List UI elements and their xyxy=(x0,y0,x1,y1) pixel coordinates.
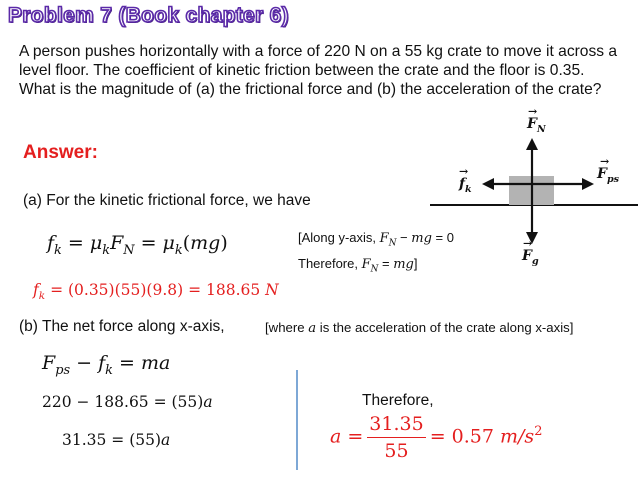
y-axis-note-close: ] xyxy=(413,255,418,271)
part-b-note-var: a xyxy=(308,321,317,336)
acceleration-result: a = $\frac{31.35}{55}$ = 0.57 $m/s^2$ xyxy=(330,413,543,462)
fraction-numerator: 31.35 xyxy=(367,413,425,438)
simplified-line: 31.35 = (55)a xyxy=(62,431,171,449)
friction-force-arrowhead xyxy=(482,178,494,190)
substitution-values: 220 − 188.65 = (55) xyxy=(42,393,204,411)
acceleration-value: = 0.57 xyxy=(429,425,501,448)
part-a-text: (a) For the kinetic frictional force, we have xyxy=(23,192,311,209)
y-axis-note: [Along y-axis, $F_N$ − mg = 0 Therefore, $F_N = mg$] xyxy=(298,230,454,275)
fbd-label-normal: $F_N$ → xyxy=(527,105,546,135)
part-b-note-suffix: is the acceleration of the crate along x-axis] xyxy=(316,320,574,335)
fraction-denominator: 55 xyxy=(384,440,409,462)
fbd-label-friction: $f_k$ → xyxy=(459,165,472,195)
push-force-arrowhead xyxy=(582,178,594,190)
fbd-label-push: $F_{ps}$ → xyxy=(597,155,619,185)
friction-result: $f_k = (0.35)(55)(9.8) = 188.65$ N xyxy=(33,281,279,303)
part-b-note-prefix: [where xyxy=(265,320,309,335)
substitution-line: 220 − 188.65 = (55)a xyxy=(42,393,213,411)
column-divider xyxy=(296,370,298,470)
fbd-label-gravity: $F_g$ → xyxy=(522,237,539,267)
y-axis-note-therefore: Therefore, xyxy=(298,255,362,271)
slide-title: Problem 7 (Book chapter 6) xyxy=(8,4,289,27)
simplified-values: 31.35 = (55) xyxy=(62,431,162,449)
problem-statement: A person pushes horizontally with a force of 220 N on a 55 kg crate to move it across a level floor. The coefficient of kinetic friction between the crate and the floor is 0.35. What is the magnitude of (a) the frictional force and (b) the acceleration of the crate? xyxy=(19,43,618,98)
normal-force-arrowhead xyxy=(526,138,538,150)
friction-formula: $f_k = \mu_kF_N = \mu_k(mg)$ xyxy=(47,232,228,258)
therefore-text: Therefore, xyxy=(362,392,434,409)
y-axis-note-prefix: [Along y-axis, xyxy=(298,230,380,245)
net-force-equation: $F_{ps} - f_k$ = ma xyxy=(42,352,171,378)
friction-result-value: (0.35)(55)(9.8) = 188.65 xyxy=(67,281,266,299)
answer-heading: Answer: xyxy=(23,142,98,163)
part-b-text: (b) The net force along x-axis, xyxy=(19,318,225,335)
part-b-note xyxy=(265,320,573,336)
